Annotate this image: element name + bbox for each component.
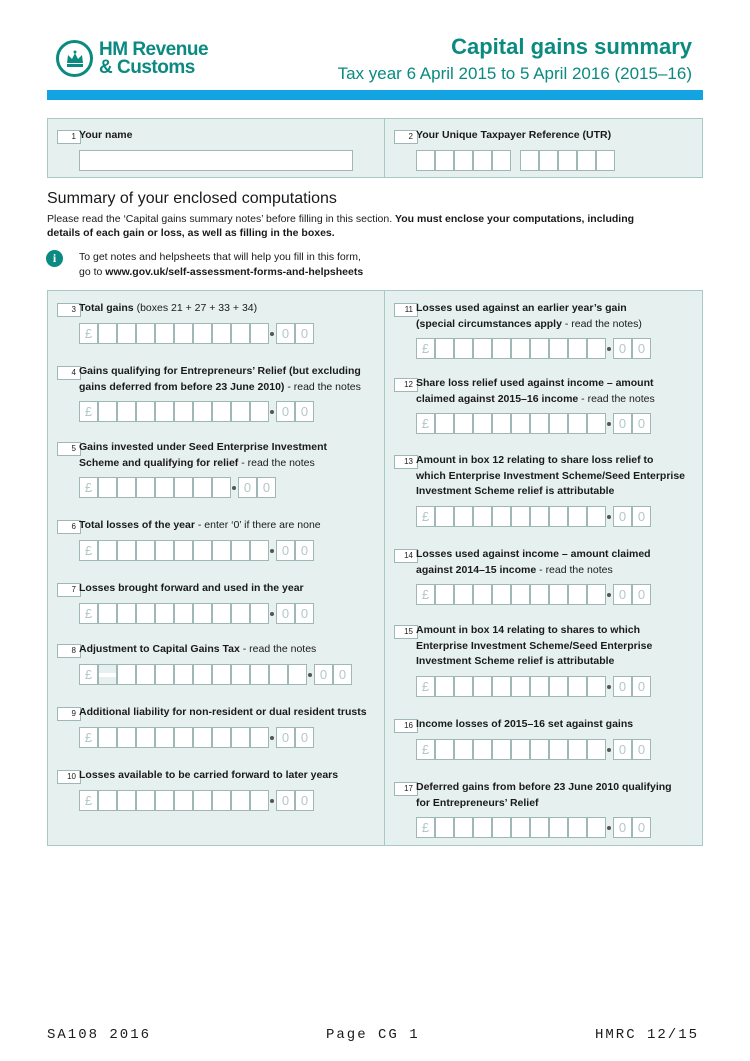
column-divider — [384, 291, 385, 845]
pence-digit-box: 0 — [632, 338, 651, 359]
pounds-digit-box[interactable] — [193, 727, 212, 748]
pounds-digit-box[interactable] — [587, 338, 606, 359]
pounds-digit-box[interactable] — [155, 664, 174, 685]
pounds-digit-box[interactable] — [288, 664, 307, 685]
pounds-digit-box[interactable] — [250, 664, 269, 685]
pounds-digit-box[interactable] — [269, 664, 288, 685]
utr-digit-box[interactable] — [539, 150, 558, 171]
utr-digit-box[interactable] — [454, 150, 473, 171]
box-9-label: Additional liability for non-resident or dual resident trusts — [79, 706, 367, 718]
pounds-digit-box[interactable] — [473, 739, 492, 760]
pounds-digit-box[interactable] — [454, 506, 473, 527]
pounds-digit-box[interactable] — [250, 323, 269, 344]
hmrc-logo — [56, 40, 208, 77]
pounds-digit-box[interactable] — [155, 401, 174, 422]
pounds-digit-box[interactable] — [231, 664, 250, 685]
utr-digit-box[interactable] — [473, 150, 492, 171]
header-rule — [47, 90, 703, 100]
pounds-digit-box[interactable] — [212, 603, 231, 624]
pounds-digit-box[interactable] — [212, 664, 231, 685]
pound-sign-box: £ — [79, 664, 98, 685]
utr-digit-box[interactable] — [492, 150, 511, 171]
pounds-digit-box[interactable] — [492, 739, 511, 760]
box-3-label: Total gains (boxes 21 + 27 + 33 + 34) — [79, 302, 258, 314]
pounds-digit-box[interactable] — [435, 338, 454, 359]
pound-sign-box: £ — [416, 817, 435, 838]
pounds-digit-box[interactable] — [511, 506, 530, 527]
pounds-digit-box[interactable] — [193, 790, 212, 811]
pounds-digit-box[interactable] — [231, 603, 250, 624]
pounds-digit-box[interactable] — [193, 603, 212, 624]
pounds-digit-box[interactable] — [193, 540, 212, 561]
box-15-label: Amount in box 14 relating to shares to which Enterprise Investment Scheme/Seed Enterprise Investment Scheme relief is attributable — [416, 624, 653, 667]
decimal-point — [270, 612, 274, 616]
minus-sign-box[interactable] — [98, 664, 117, 685]
box-14-label: Losses used against income – amount claimed against 2014–15 income - read the notes — [416, 548, 651, 576]
pounds-digit-box[interactable] — [98, 790, 117, 811]
pounds-digit-box[interactable] — [117, 401, 136, 422]
box-number-2: 2 — [394, 130, 418, 144]
pounds-digit-box[interactable] — [155, 540, 174, 561]
pounds-digit-box[interactable] — [155, 323, 174, 344]
box-7-label: Losses brought forward and used in the year — [79, 582, 304, 594]
pence-digit-box: 0 — [613, 413, 632, 434]
pence-digit-box: 0 — [295, 323, 314, 344]
pounds-digit-box[interactable] — [568, 413, 587, 434]
pence-digit-box: 0 — [333, 664, 352, 685]
name-input[interactable] — [79, 150, 353, 171]
pounds-digit-box[interactable] — [231, 540, 250, 561]
pounds-digit-box[interactable] — [250, 603, 269, 624]
pence-digit-box: 0 — [613, 817, 632, 838]
page-number: Page CG 1 — [326, 1027, 420, 1043]
pounds-digit-box[interactable] — [511, 739, 530, 760]
box-number-12: 12 — [394, 378, 418, 392]
decimal-point — [607, 826, 611, 830]
box-number-6: 6 — [57, 520, 81, 534]
pounds-digit-box[interactable] — [435, 676, 454, 697]
pounds-digit-box[interactable] — [568, 506, 587, 527]
pounds-digit-box[interactable] — [174, 603, 193, 624]
pounds-digit-box[interactable] — [454, 584, 473, 605]
pounds-digit-box[interactable] — [530, 506, 549, 527]
info-text: To get notes and helpsheets that will help you fill in this form, go to www.gov.uk/self-assessment-forms-and-helpsheets — [79, 251, 364, 278]
section-intro: Please read the ‘Capital gains summary notes’ before filling in this section. You must enclose your computations, including details of each gain or loss, as well as filling in the boxes. — [47, 213, 635, 239]
box-number-1: 1 — [57, 130, 81, 144]
pounds-digit-box[interactable] — [250, 790, 269, 811]
pence-digit-box: 0 — [295, 603, 314, 624]
pounds-digit-box[interactable] — [136, 790, 155, 811]
pounds-digit-box[interactable] — [212, 727, 231, 748]
pounds-digit-box[interactable] — [549, 676, 568, 697]
pence-digit-box: 0 — [613, 506, 632, 527]
pounds-digit-box[interactable] — [231, 727, 250, 748]
pounds-digit-box[interactable] — [250, 401, 269, 422]
pounds-digit-box[interactable] — [136, 727, 155, 748]
decimal-point — [232, 486, 236, 490]
pounds-digit-box[interactable] — [174, 401, 193, 422]
pound-sign-box: £ — [79, 540, 98, 561]
utr-label: Your Unique Taxpayer Reference (UTR) — [416, 129, 612, 141]
pounds-digit-box[interactable] — [136, 540, 155, 561]
pounds-digit-box[interactable] — [587, 739, 606, 760]
pounds-digit-box[interactable] — [155, 790, 174, 811]
org-name-line2: & Customs — [99, 56, 195, 78]
decimal-point — [270, 410, 274, 414]
decimal-point — [607, 685, 611, 689]
pounds-digit-box[interactable] — [473, 506, 492, 527]
pence-digit-box: 0 — [276, 540, 295, 561]
pounds-digit-box[interactable] — [136, 323, 155, 344]
pound-sign-box: £ — [79, 790, 98, 811]
pounds-digit-box[interactable] — [231, 323, 250, 344]
pence-digit-box: 0 — [632, 584, 651, 605]
decimal-point — [270, 332, 274, 336]
pounds-digit-box[interactable] — [511, 413, 530, 434]
pounds-digit-box[interactable] — [435, 506, 454, 527]
pence-digit-box: 0 — [295, 727, 314, 748]
pounds-digit-box[interactable] — [435, 817, 454, 838]
pounds-digit-box[interactable] — [231, 790, 250, 811]
box-number-11: 11 — [394, 303, 418, 317]
decimal-point — [607, 593, 611, 597]
pound-sign-box: £ — [79, 603, 98, 624]
pounds-digit-box[interactable] — [193, 401, 212, 422]
pence-digit-box: 0 — [276, 790, 295, 811]
pounds-digit-box[interactable] — [511, 584, 530, 605]
pence-digit-box: 0 — [613, 584, 632, 605]
pounds-digit-box[interactable] — [193, 477, 212, 498]
pounds-digit-box[interactable] — [155, 603, 174, 624]
box-number-14: 14 — [394, 549, 418, 563]
box-10-label: Losses available to be carried forward to later years — [79, 769, 339, 781]
pounds-digit-box[interactable] — [492, 817, 511, 838]
pounds-digit-box[interactable] — [587, 584, 606, 605]
form-title: Capital gains summary — [451, 34, 692, 59]
pounds-digit-box[interactable] — [587, 676, 606, 697]
pounds-digit-box[interactable] — [174, 477, 193, 498]
box-6-label: Total losses of the year - enter ‘0’ if there are none — [79, 519, 321, 531]
utr-digit-box[interactable] — [558, 150, 577, 171]
box-11-label: Losses used against an earlier year’s gain (special circumstances apply - read the notes) — [416, 302, 642, 330]
info-icon: i — [46, 250, 63, 267]
pounds-digit-box[interactable] — [155, 477, 174, 498]
pounds-digit-box[interactable] — [530, 739, 549, 760]
name-label: Your name — [79, 129, 133, 141]
pounds-digit-box[interactable] — [530, 338, 549, 359]
decimal-point — [270, 736, 274, 740]
pounds-digit-box[interactable] — [174, 323, 193, 344]
utr-digit-box[interactable] — [435, 150, 454, 171]
decimal-point — [308, 673, 312, 677]
box-number-16: 16 — [394, 719, 418, 733]
pounds-digit-box[interactable] — [492, 584, 511, 605]
pounds-digit-box[interactable] — [155, 727, 174, 748]
decimal-point — [607, 515, 611, 519]
pounds-digit-box[interactable] — [98, 323, 117, 344]
pounds-digit-box[interactable] — [117, 664, 136, 685]
pounds-digit-box[interactable] — [492, 413, 511, 434]
box-number-17: 17 — [394, 782, 418, 796]
decimal-point — [607, 748, 611, 752]
pounds-digit-box[interactable] — [435, 584, 454, 605]
decimal-point — [607, 347, 611, 351]
box-number-10: 10 — [57, 770, 81, 784]
pounds-digit-box[interactable] — [549, 739, 568, 760]
pound-sign-box: £ — [79, 727, 98, 748]
box-8-label: Adjustment to Capital Gains Tax - read the notes — [79, 643, 317, 655]
pounds-digit-box[interactable] — [473, 584, 492, 605]
box-number-15: 15 — [394, 625, 418, 639]
helpsheets-link[interactable]: www.gov.uk/self-assessment-forms-and-helpsheets — [105, 266, 364, 278]
pounds-digit-box[interactable] — [549, 413, 568, 434]
box-12-label: Share loss relief used against income – amount claimed against 2015–16 income - read the notes — [416, 377, 655, 405]
pound-sign-box: £ — [416, 584, 435, 605]
box-13-label: Amount in box 12 relating to share loss relief to which Enterprise Investment Scheme/Seed Enterprise Investment Scheme relief is attributable — [416, 454, 686, 497]
pounds-digit-box[interactable] — [136, 401, 155, 422]
pence-digit-box: 0 — [276, 323, 295, 344]
pounds-digit-box[interactable] — [212, 540, 231, 561]
pence-digit-box: 0 — [295, 401, 314, 422]
utr-digit-box[interactable] — [416, 150, 435, 171]
box-16-label: Income losses of 2015–16 set against gains — [416, 718, 634, 730]
form-subtitle: Tax year 6 April 2015 to 5 April 2016 (2015–16) — [337, 64, 692, 83]
box-5-label: Gains invested under Seed Enterprise Investment Scheme and qualifying for relief - read the notes — [79, 441, 327, 469]
pounds-digit-box[interactable] — [98, 401, 117, 422]
pence-digit-box: 0 — [295, 790, 314, 811]
box-number-5: 5 — [57, 442, 81, 456]
pounds-digit-box[interactable] — [511, 817, 530, 838]
box-number-4: 4 — [57, 366, 81, 380]
pounds-digit-box[interactable] — [136, 603, 155, 624]
pounds-digit-box[interactable] — [250, 727, 269, 748]
pounds-digit-box[interactable] — [587, 413, 606, 434]
pence-digit-box: 0 — [613, 676, 632, 697]
pounds-digit-box[interactable] — [435, 413, 454, 434]
pound-sign-box: £ — [416, 413, 435, 434]
pence-digit-box: 0 — [276, 401, 295, 422]
pounds-digit-box[interactable] — [473, 413, 492, 434]
pounds-digit-box[interactable] — [568, 739, 587, 760]
pence-digit-box: 0 — [632, 739, 651, 760]
pounds-digit-box[interactable] — [98, 540, 117, 561]
pounds-digit-box[interactable] — [174, 727, 193, 748]
pounds-digit-box[interactable] — [117, 603, 136, 624]
pence-digit-box: 0 — [613, 338, 632, 359]
pounds-digit-box[interactable] — [511, 676, 530, 697]
pounds-digit-box[interactable] — [193, 323, 212, 344]
pounds-digit-box[interactable] — [250, 540, 269, 561]
pence-digit-box: 0 — [632, 676, 651, 697]
decimal-point — [270, 799, 274, 803]
decimal-point — [607, 422, 611, 426]
pounds-digit-box[interactable] — [587, 506, 606, 527]
pounds-digit-box[interactable] — [492, 338, 511, 359]
pence-digit-box: 0 — [314, 664, 333, 685]
column-divider — [384, 119, 385, 177]
pence-digit-box: 0 — [613, 739, 632, 760]
pounds-digit-box[interactable] — [117, 790, 136, 811]
pounds-digit-box[interactable] — [511, 338, 530, 359]
box-number-9: 9 — [57, 707, 81, 721]
pound-sign-box: £ — [79, 323, 98, 344]
pounds-digit-box[interactable] — [473, 676, 492, 697]
pounds-digit-box[interactable] — [549, 817, 568, 838]
pounds-digit-box[interactable] — [454, 817, 473, 838]
pound-sign-box: £ — [79, 477, 98, 498]
pounds-digit-box[interactable] — [530, 584, 549, 605]
pounds-digit-box[interactable] — [454, 338, 473, 359]
pounds-digit-box[interactable] — [136, 477, 155, 498]
decimal-point — [270, 549, 274, 553]
pence-digit-box: 0 — [632, 506, 651, 527]
utr-digit-box[interactable] — [520, 150, 539, 171]
pounds-digit-box[interactable] — [549, 506, 568, 527]
pound-sign-box: £ — [79, 401, 98, 422]
crown-crest-icon — [56, 40, 93, 77]
pounds-digit-box[interactable] — [117, 477, 136, 498]
pounds-digit-box[interactable] — [492, 676, 511, 697]
box-number-7: 7 — [57, 583, 81, 597]
pounds-digit-box[interactable] — [454, 739, 473, 760]
pence-digit-box: 0 — [632, 817, 651, 838]
pence-digit-box: 0 — [295, 540, 314, 561]
pence-digit-box: 0 — [276, 727, 295, 748]
pounds-digit-box[interactable] — [174, 540, 193, 561]
pounds-digit-box[interactable] — [212, 401, 231, 422]
box-number-8: 8 — [57, 644, 81, 658]
section-title: Summary of your enclosed computations — [47, 190, 337, 207]
form-reference: SA108 2016 — [47, 1027, 152, 1043]
pounds-digit-box[interactable] — [454, 676, 473, 697]
pounds-digit-box[interactable] — [549, 584, 568, 605]
pounds-digit-box[interactable] — [492, 506, 511, 527]
pounds-digit-box[interactable] — [530, 817, 549, 838]
pounds-digit-box[interactable] — [530, 413, 549, 434]
pound-sign-box: £ — [416, 506, 435, 527]
pounds-digit-box[interactable] — [174, 790, 193, 811]
org-name-line1: HM Revenue — [99, 38, 209, 60]
box-4-label: Gains qualifying for Entrepreneurs’ Relief (but excluding gains deferred from before 23 June 2010) - read the notes — [79, 365, 361, 393]
pounds-digit-box[interactable] — [454, 413, 473, 434]
box-17-label: Deferred gains from before 23 June 2010 qualifying for Entrepreneurs’ Relief — [416, 781, 672, 809]
utr-digit-box[interactable] — [577, 150, 596, 171]
pounds-digit-box[interactable] — [193, 664, 212, 685]
pounds-digit-box[interactable] — [473, 817, 492, 838]
pound-sign-box: £ — [416, 338, 435, 359]
box-number-13: 13 — [394, 455, 418, 469]
pounds-digit-box[interactable] — [98, 727, 117, 748]
pence-digit-box: 0 — [276, 603, 295, 624]
pounds-digit-box[interactable] — [98, 477, 117, 498]
pounds-digit-box[interactable] — [174, 664, 193, 685]
pounds-digit-box[interactable] — [231, 401, 250, 422]
pound-sign-box: £ — [416, 739, 435, 760]
pounds-digit-box[interactable] — [212, 790, 231, 811]
pounds-digit-box[interactable] — [212, 323, 231, 344]
pence-digit-box: 0 — [257, 477, 276, 498]
pounds-digit-box[interactable] — [136, 664, 155, 685]
pence-digit-box: 0 — [238, 477, 257, 498]
identity-panel — [47, 118, 703, 178]
pounds-digit-box[interactable] — [435, 739, 454, 760]
pounds-digit-box[interactable] — [568, 676, 587, 697]
pounds-digit-box[interactable] — [568, 817, 587, 838]
pence-digit-box: 0 — [632, 413, 651, 434]
pounds-digit-box[interactable] — [117, 540, 136, 561]
pounds-digit-box[interactable] — [117, 323, 136, 344]
pounds-digit-box[interactable] — [568, 584, 587, 605]
utr-digit-box[interactable] — [596, 150, 615, 171]
box-number-3: 3 — [57, 303, 81, 317]
pound-sign-box: £ — [416, 676, 435, 697]
pounds-digit-box[interactable] — [117, 727, 136, 748]
pounds-digit-box[interactable] — [212, 477, 231, 498]
pounds-digit-box[interactable] — [530, 676, 549, 697]
pounds-digit-box[interactable] — [587, 817, 606, 838]
pounds-digit-box[interactable] — [473, 338, 492, 359]
computations-panel — [47, 290, 703, 846]
form-version: HMRC 12/15 — [595, 1027, 700, 1043]
pounds-digit-box[interactable] — [568, 338, 587, 359]
pounds-digit-box[interactable] — [549, 338, 568, 359]
pounds-digit-box[interactable] — [98, 603, 117, 624]
